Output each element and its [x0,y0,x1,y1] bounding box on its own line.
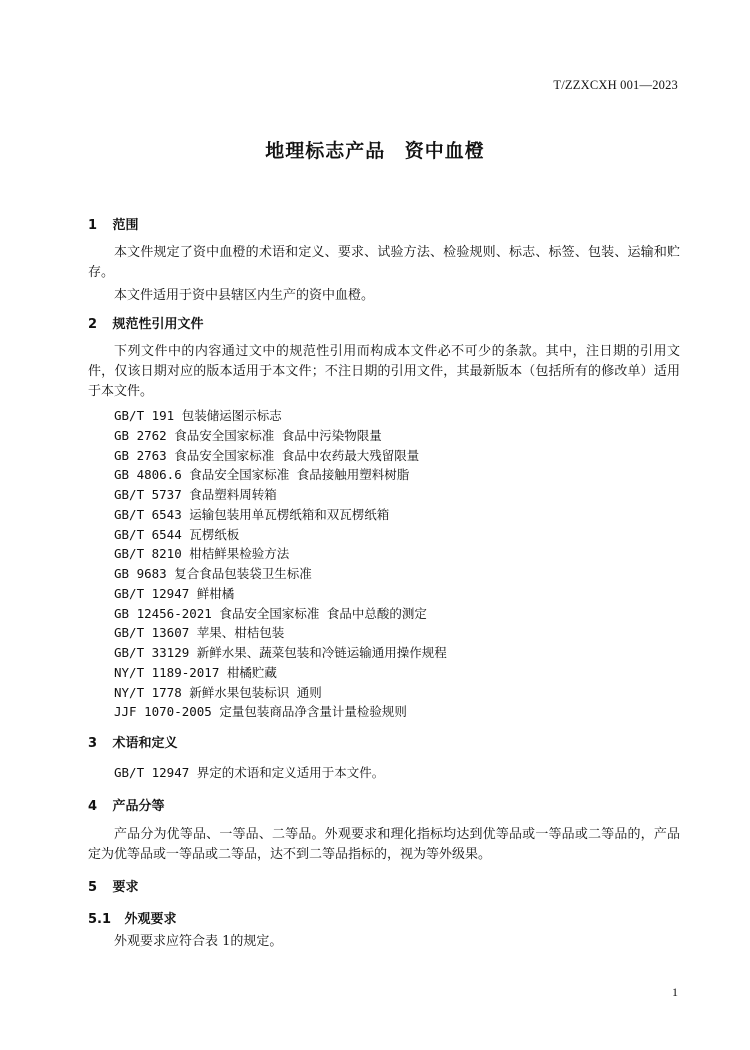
reference-item: GB/T 13607 苹果、柑桔包装 [114,625,285,641]
page-number: 1 [672,985,678,999]
document-title: 地理标志产品 资中血橙 [265,140,485,162]
paragraph: 本文件规定了资中血橙的术语和定义、要求、试验方法、检验规则、标志、标签、包装、运输和贮存。 [88,245,680,280]
section-number: 1 [88,218,98,233]
reference-item: GB 4806.6 食品安全国家标准 食品接触用塑料树脂 [114,467,410,483]
reference-list [114,406,680,722]
section-number: 3 [88,736,98,751]
reference-item: GB/T 6544 瓦楞纸板 [114,526,240,542]
paragraph: 产品分为优等品、一等品、二等品。外观要求和理化指标均达到优等品或一等品或二等品的，产品定为优等品或一等品或二等品，达不到二等品指标的，视为等外级果。 [88,827,680,862]
reference-item: NY/T 1189-2017 柑橘贮藏 [114,664,277,680]
section-title: 范围 [112,218,139,233]
reference-item: GB/T 33129 新鲜水果、蔬菜包装和冷链运输通用操作规程 [114,645,447,660]
reference-item: GB 12456-2021 食品安全国家标准 食品中总酸的测定 [114,605,427,621]
reference-item: GB 9683 复合食品包装袋卫生标准 [114,566,312,581]
section-title: 外观要求 [124,912,177,927]
section-number: 5 [88,880,98,895]
section-heading-normative-references [88,315,680,335]
section-heading-requirements [88,878,680,898]
paragraph: 外观要求应符合表 1的规定。 [114,934,283,949]
section-title: 要求 [112,880,139,895]
subsection-heading-appearance-requirements [88,910,680,930]
section-heading-terms-and-definitions [88,734,680,754]
reference-item: GB 2762 食品安全国家标准 食品中污染物限量 [114,427,382,443]
paragraph: GB/T 12947 界定的术语和定义适用于本文件。 [114,765,385,780]
document-code: T/ZZXCXH 001—2023 [553,78,678,92]
reference-item: GB/T 6543 运输包装用单瓦楞纸箱和双瓦楞纸箱 [114,506,390,522]
reference-item: NY/T 1778 新鲜水果包装标识 通则 [114,684,322,700]
reference-item: GB/T 5737 食品塑料周转箱 [114,487,277,502]
reference-item: GB/T 12947 鲜柑橘 [114,585,235,601]
section-heading-scope [88,216,680,236]
document-body [88,216,680,952]
section-number: 5.1 [88,912,112,927]
section-heading-product-grading [88,797,680,817]
section-title: 术语和定义 [112,736,178,751]
reference-item: JJF 1070-2005 定量包装商品净含量计量检验规则 [114,704,407,720]
reference-item: GB/T 191 包装储运图示标志 [114,408,282,423]
section-number: 2 [88,317,98,332]
reference-item: GB/T 8210 柑桔鲜果检验方法 [114,546,290,562]
section-number: 4 [88,799,98,814]
section-title: 规范性引用文件 [112,317,204,332]
section-title: 产品分等 [112,799,165,814]
paragraph: 下列文件中的内容通过文中的规范性引用而构成本文件必不可少的条款。其中，注日期的引用文件，仅该日期对应的版本适用于本文件；不注日期的引用文件，其最新版本（包括所有的修改单）适用于本文件。 [88,344,680,399]
paragraph: 本文件适用于资中县辖区内生产的资中血橙。 [114,288,375,303]
reference-item: GB 2763 食品安全国家标准 食品中农药最大残留限量 [114,447,420,463]
